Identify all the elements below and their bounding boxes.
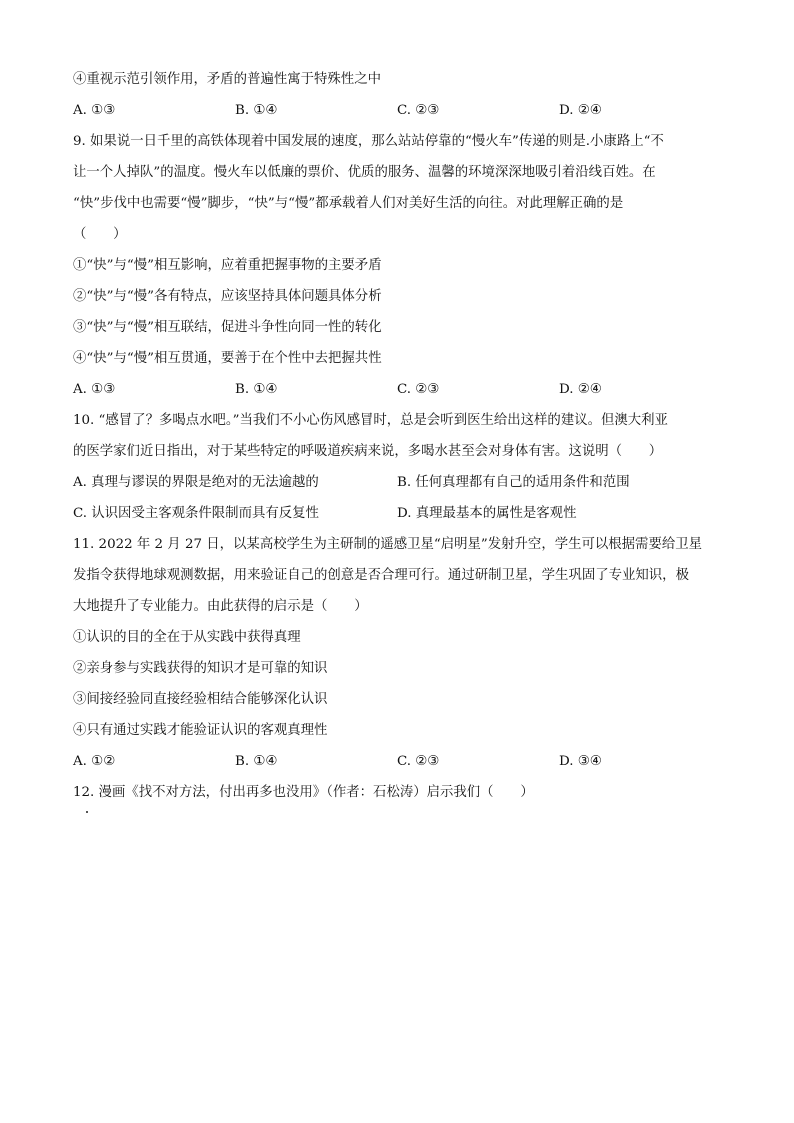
q11-item-3: ③间接经验同直接经验相结合能够深化认识 — [73, 692, 328, 707]
q10-option-a: A. 真理与谬误的界限是绝对的无法逾越的 — [73, 475, 319, 490]
stray-mark — [86, 811, 88, 813]
q9-item-4: ④“快”与“慢”相互贯通，要善于在个性中去把握共性 — [73, 351, 382, 366]
q9-item-1: ①“快”与“慢”相互影响，应着重把握事物的主要矛盾 — [73, 258, 382, 273]
q9-option-d: D. ②④ — [559, 382, 602, 397]
q9-option-a: A. ①③ — [73, 382, 116, 397]
q10-options-row-1 — [73, 467, 733, 498]
q11-stem-line-2: 发指令获得地球观测数据，用来验证自己的创意是否合理可行。通过研制卫星，学生巩固了专业知识，极 — [73, 568, 689, 583]
q9-stem-line-4: （ ） — [73, 227, 127, 242]
q11-option-a: A. ①② — [73, 754, 116, 769]
q12-stem: 12. 漫画《找不对方法，付出再多也没用》（作者：石松涛）启示我们（ ） — [73, 785, 534, 800]
q11-option-c: C. ②③ — [397, 754, 440, 769]
q8-option-b: B. ①④ — [235, 103, 278, 118]
q9-item-3: ③“快”与“慢”相互联结，促进斗争性向同一性的转化 — [73, 320, 382, 335]
q11-stem-line-1: 11. 2022 年 2 月 27 日，以某高校学生为主研制的遥感卫星“启明星”发射升空，学生可以根据需要给卫星 — [73, 537, 703, 552]
q9-stem-line-1: 9. 如果说一日千里的高铁体现着中国发展的速度，那么站站停靠的“慢火车”传递的则是.小康路上“不 — [73, 134, 664, 149]
q11-option-b: B. ①④ — [235, 754, 278, 769]
q10-stem-line-1: 10. “感冒了？多喝点水吧。”当我们不小心伤风感冒时，总是会听到医生给出这样的建议。但澳大利亚 — [73, 413, 668, 428]
q9-stem-line-2: 让一个人掉队”的温度。慢火车以低廉的票价、优质的服务、温馨的环境深深地吸引着沿线百姓。在 — [73, 165, 656, 180]
q8-option-a: A. ①③ — [73, 103, 116, 118]
q11-item-4: ④只有通过实践才能验证认识的客观真理性 — [73, 723, 328, 738]
q10-option-b: B. 任何真理都有自己的适用条件和范围 — [397, 475, 630, 490]
q10-option-c: C. 认识因受主客观条件限制而具有反复性 — [73, 506, 319, 521]
q9-stem-line-3: “快”步伐中也需要“慢”脚步，“快”与“慢”都承载着人们对美好生活的向往。对此理解正确的是 — [73, 196, 624, 211]
q8-options — [73, 95, 733, 126]
q11-option-d: D. ③④ — [559, 754, 602, 769]
q11-options — [73, 746, 733, 777]
q8-option-d: D. ②④ — [559, 103, 602, 118]
question-content — [73, 64, 733, 808]
q8-option-c: C. ②③ — [397, 103, 440, 118]
q11-item-1: ①认识的目的全在于从实践中获得真理 — [73, 630, 301, 645]
q11-stem-line-3: 大地提升了专业能力。由此获得的启示是（ ） — [73, 599, 368, 614]
q10-option-d: D. 真理最基本的属性是客观性 — [397, 506, 577, 521]
q9-item-2: ②“快”与“慢”各有特点，应该坚持具体问题具体分析 — [73, 289, 382, 304]
q11-item-2: ②亲身参与实践获得的知识才是可靠的知识 — [73, 661, 328, 676]
q9-option-b: B. ①④ — [235, 382, 278, 397]
q8-item-4: ④重视示范引领作用，矛盾的普遍性寓于特殊性之中 — [73, 72, 381, 87]
q9-options — [73, 374, 733, 405]
q9-option-c: C. ②③ — [397, 382, 440, 397]
q10-stem-line-2: 的医学家们近日指出，对于某些特定的呼吸道疾病来说，多喝水甚至会对身体有害。这说明（ ） — [73, 444, 663, 459]
q10-options-row-2 — [73, 498, 733, 529]
